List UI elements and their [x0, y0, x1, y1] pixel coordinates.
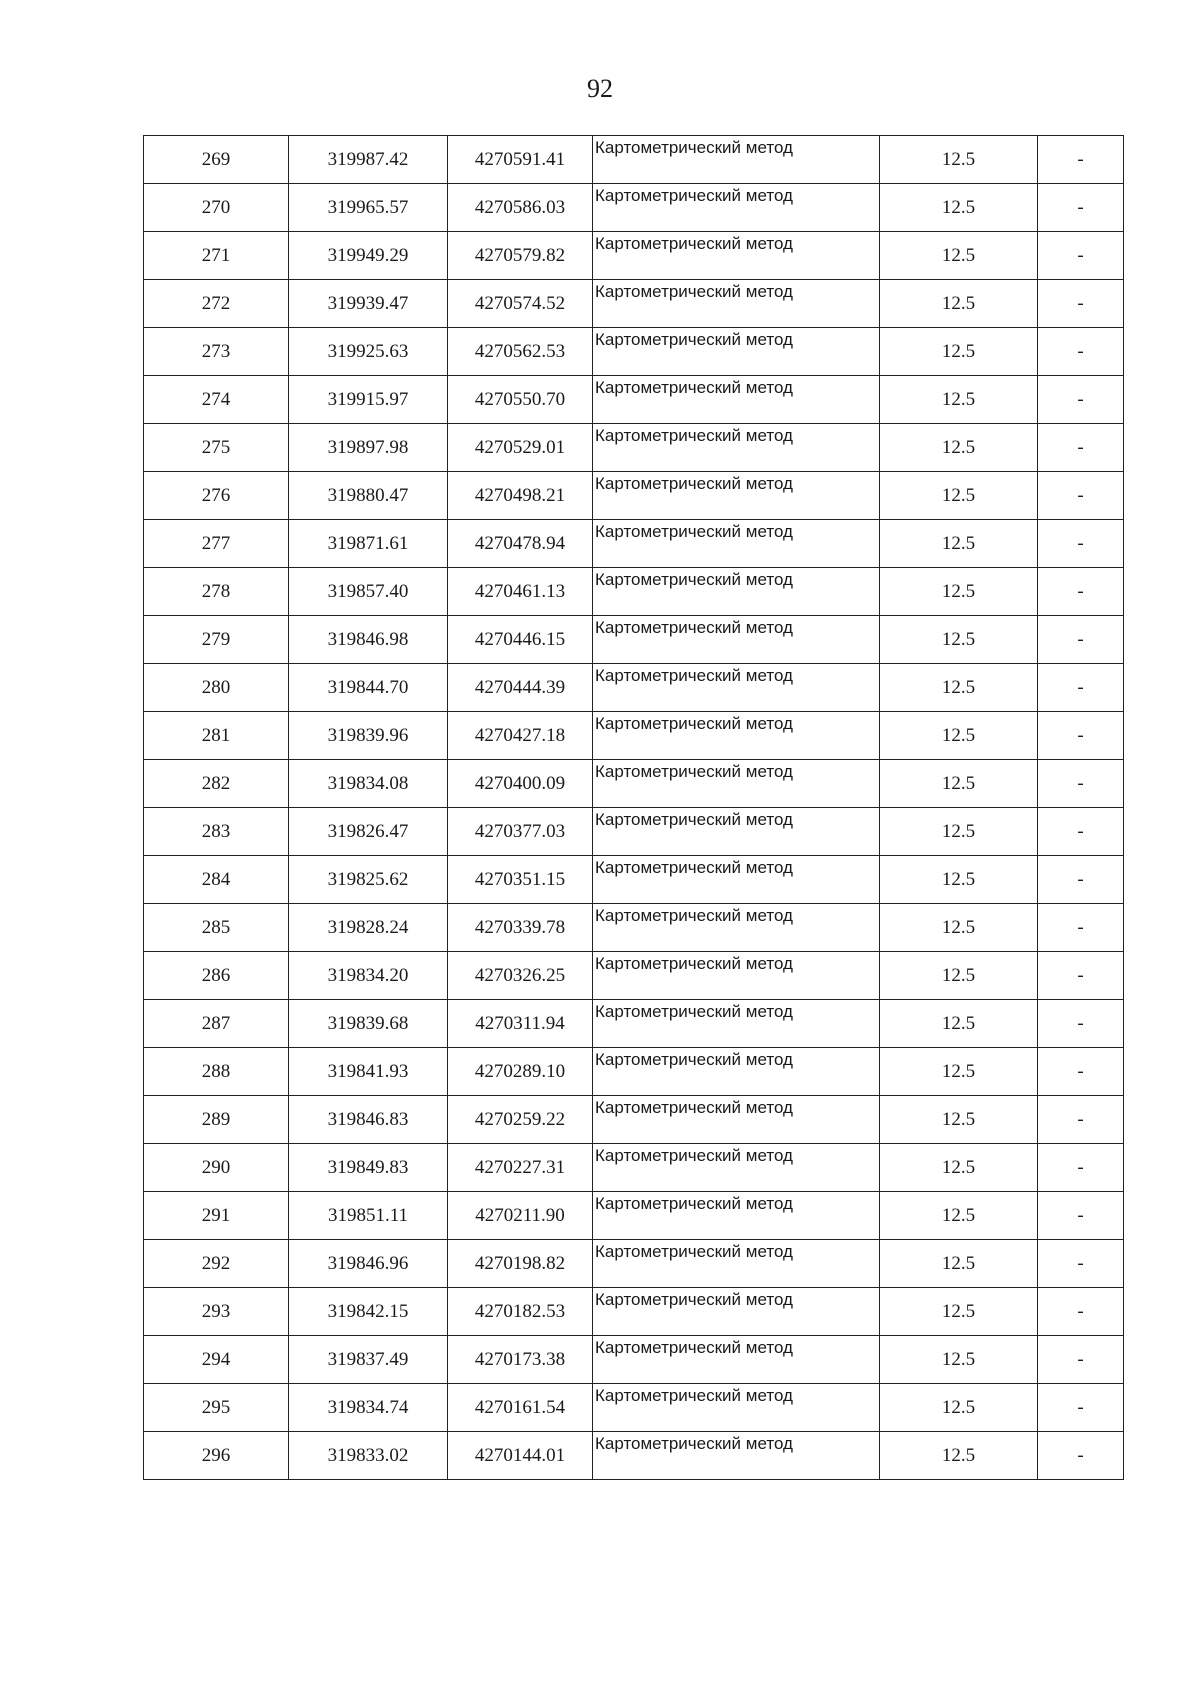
y-coordinate-cell: 4270351.15: [448, 856, 593, 904]
point-number-cell: 278: [144, 568, 289, 616]
method-cell: Картометрический метод: [593, 1096, 880, 1144]
method-cell: Картометрический метод: [593, 1384, 880, 1432]
method-cell: Картометрический метод: [593, 616, 880, 664]
table-row: [144, 184, 1124, 232]
table-row: [144, 1096, 1124, 1144]
table-row: [144, 1000, 1124, 1048]
x-coordinate-cell: 319965.57: [289, 184, 448, 232]
table-row: [144, 232, 1124, 280]
method-cell: Картометрический метод: [593, 712, 880, 760]
x-coordinate-cell: 319915.97: [289, 376, 448, 424]
method-cell: Картометрический метод: [593, 376, 880, 424]
x-coordinate-cell: 319834.20: [289, 952, 448, 1000]
note-cell: -: [1038, 1096, 1124, 1144]
x-coordinate-cell: 319851.11: [289, 1192, 448, 1240]
accuracy-cell: 12.5: [880, 472, 1038, 520]
y-coordinate-cell: 4270591.41: [448, 136, 593, 184]
note-cell: -: [1038, 760, 1124, 808]
table-row: [144, 616, 1124, 664]
table-row: [144, 1432, 1124, 1480]
note-cell: -: [1038, 1000, 1124, 1048]
point-number-cell: 289: [144, 1096, 289, 1144]
accuracy-cell: 12.5: [880, 136, 1038, 184]
x-coordinate-cell: 319880.47: [289, 472, 448, 520]
method-cell: Картометрический метод: [593, 520, 880, 568]
accuracy-cell: 12.5: [880, 424, 1038, 472]
point-number-cell: 277: [144, 520, 289, 568]
method-cell: Картометрический метод: [593, 1000, 880, 1048]
table-row: [144, 952, 1124, 1000]
table-row: [144, 760, 1124, 808]
accuracy-cell: 12.5: [880, 1144, 1038, 1192]
point-number-cell: 286: [144, 952, 289, 1000]
table-row: [144, 904, 1124, 952]
method-cell: Картометрический метод: [593, 1048, 880, 1096]
y-coordinate-cell: 4270144.01: [448, 1432, 593, 1480]
method-cell: Картометрический метод: [593, 1144, 880, 1192]
y-coordinate-cell: 4270446.15: [448, 616, 593, 664]
note-cell: -: [1038, 1288, 1124, 1336]
coordinates-table: [143, 135, 1124, 1480]
note-cell: -: [1038, 376, 1124, 424]
x-coordinate-cell: 319842.15: [289, 1288, 448, 1336]
x-coordinate-cell: 319871.61: [289, 520, 448, 568]
y-coordinate-cell: 4270259.22: [448, 1096, 593, 1144]
y-coordinate-cell: 4270529.01: [448, 424, 593, 472]
point-number-cell: 284: [144, 856, 289, 904]
note-cell: -: [1038, 808, 1124, 856]
table-row: [144, 1048, 1124, 1096]
y-coordinate-cell: 4270498.21: [448, 472, 593, 520]
accuracy-cell: 12.5: [880, 904, 1038, 952]
accuracy-cell: 12.5: [880, 328, 1038, 376]
point-number-cell: 275: [144, 424, 289, 472]
accuracy-cell: 12.5: [880, 1240, 1038, 1288]
y-coordinate-cell: 4270586.03: [448, 184, 593, 232]
y-coordinate-cell: 4270326.25: [448, 952, 593, 1000]
note-cell: -: [1038, 1144, 1124, 1192]
accuracy-cell: 12.5: [880, 664, 1038, 712]
x-coordinate-cell: 319846.83: [289, 1096, 448, 1144]
table-row: [144, 328, 1124, 376]
note-cell: -: [1038, 952, 1124, 1000]
y-coordinate-cell: 4270289.10: [448, 1048, 593, 1096]
x-coordinate-cell: 319826.47: [289, 808, 448, 856]
table-row: [144, 424, 1124, 472]
accuracy-cell: 12.5: [880, 1048, 1038, 1096]
point-number-cell: 272: [144, 280, 289, 328]
method-cell: Картометрический метод: [593, 904, 880, 952]
x-coordinate-cell: 319828.24: [289, 904, 448, 952]
note-cell: -: [1038, 1336, 1124, 1384]
y-coordinate-cell: 4270550.70: [448, 376, 593, 424]
table-row: [144, 712, 1124, 760]
accuracy-cell: 12.5: [880, 520, 1038, 568]
point-number-cell: 282: [144, 760, 289, 808]
note-cell: -: [1038, 1432, 1124, 1480]
point-number-cell: 287: [144, 1000, 289, 1048]
accuracy-cell: 12.5: [880, 568, 1038, 616]
y-coordinate-cell: 4270574.52: [448, 280, 593, 328]
accuracy-cell: 12.5: [880, 1288, 1038, 1336]
table-row: [144, 1384, 1124, 1432]
table-row: [144, 520, 1124, 568]
method-cell: Картометрический метод: [593, 1240, 880, 1288]
accuracy-cell: 12.5: [880, 1384, 1038, 1432]
point-number-cell: 281: [144, 712, 289, 760]
x-coordinate-cell: 319844.70: [289, 664, 448, 712]
y-coordinate-cell: 4270377.03: [448, 808, 593, 856]
y-coordinate-cell: 4270311.94: [448, 1000, 593, 1048]
x-coordinate-cell: 319987.42: [289, 136, 448, 184]
coordinates-table-body: [144, 136, 1124, 1480]
method-cell: Картометрический метод: [593, 232, 880, 280]
accuracy-cell: 12.5: [880, 1336, 1038, 1384]
table-row: [144, 472, 1124, 520]
x-coordinate-cell: 319857.40: [289, 568, 448, 616]
x-coordinate-cell: 319897.98: [289, 424, 448, 472]
method-cell: Картометрический метод: [593, 664, 880, 712]
point-number-cell: 285: [144, 904, 289, 952]
method-cell: Картометрический метод: [593, 952, 880, 1000]
accuracy-cell: 12.5: [880, 184, 1038, 232]
table-row: [144, 568, 1124, 616]
method-cell: Картометрический метод: [593, 856, 880, 904]
point-number-cell: 270: [144, 184, 289, 232]
y-coordinate-cell: 4270161.54: [448, 1384, 593, 1432]
table-row: [144, 376, 1124, 424]
accuracy-cell: 12.5: [880, 952, 1038, 1000]
x-coordinate-cell: 319949.29: [289, 232, 448, 280]
x-coordinate-cell: 319839.96: [289, 712, 448, 760]
y-coordinate-cell: 4270444.39: [448, 664, 593, 712]
method-cell: Картометрический метод: [593, 472, 880, 520]
table-row: [144, 1240, 1124, 1288]
accuracy-cell: 12.5: [880, 376, 1038, 424]
y-coordinate-cell: 4270198.82: [448, 1240, 593, 1288]
note-cell: -: [1038, 904, 1124, 952]
accuracy-cell: 12.5: [880, 712, 1038, 760]
x-coordinate-cell: 319834.08: [289, 760, 448, 808]
accuracy-cell: 12.5: [880, 808, 1038, 856]
accuracy-cell: 12.5: [880, 1096, 1038, 1144]
note-cell: -: [1038, 520, 1124, 568]
point-number-cell: 276: [144, 472, 289, 520]
note-cell: -: [1038, 472, 1124, 520]
y-coordinate-cell: 4270579.82: [448, 232, 593, 280]
table-row: [144, 1144, 1124, 1192]
point-number-cell: 296: [144, 1432, 289, 1480]
table-row: [144, 1336, 1124, 1384]
x-coordinate-cell: 319846.98: [289, 616, 448, 664]
note-cell: -: [1038, 1192, 1124, 1240]
method-cell: Картометрический метод: [593, 184, 880, 232]
method-cell: Картометрический метод: [593, 1288, 880, 1336]
x-coordinate-cell: 319846.96: [289, 1240, 448, 1288]
y-coordinate-cell: 4270427.18: [448, 712, 593, 760]
point-number-cell: 279: [144, 616, 289, 664]
note-cell: -: [1038, 232, 1124, 280]
x-coordinate-cell: 319839.68: [289, 1000, 448, 1048]
point-number-cell: 274: [144, 376, 289, 424]
y-coordinate-cell: 4270400.09: [448, 760, 593, 808]
accuracy-cell: 12.5: [880, 1432, 1038, 1480]
method-cell: Картометрический метод: [593, 1432, 880, 1480]
x-coordinate-cell: 319939.47: [289, 280, 448, 328]
y-coordinate-cell: 4270461.13: [448, 568, 593, 616]
note-cell: -: [1038, 1384, 1124, 1432]
x-coordinate-cell: 319825.62: [289, 856, 448, 904]
y-coordinate-cell: 4270182.53: [448, 1288, 593, 1336]
method-cell: Картометрический метод: [593, 1336, 880, 1384]
table-row: [144, 280, 1124, 328]
point-number-cell: 293: [144, 1288, 289, 1336]
point-number-cell: 269: [144, 136, 289, 184]
method-cell: Картометрический метод: [593, 1192, 880, 1240]
accuracy-cell: 12.5: [880, 856, 1038, 904]
table-row: [144, 1288, 1124, 1336]
point-number-cell: 273: [144, 328, 289, 376]
table-row: [144, 856, 1124, 904]
method-cell: Картометрический метод: [593, 328, 880, 376]
note-cell: -: [1038, 568, 1124, 616]
point-number-cell: 294: [144, 1336, 289, 1384]
table-row: [144, 1192, 1124, 1240]
point-number-cell: 283: [144, 808, 289, 856]
note-cell: -: [1038, 1240, 1124, 1288]
table-row: [144, 664, 1124, 712]
y-coordinate-cell: 4270227.31: [448, 1144, 593, 1192]
accuracy-cell: 12.5: [880, 232, 1038, 280]
table-row: [144, 136, 1124, 184]
point-number-cell: 291: [144, 1192, 289, 1240]
x-coordinate-cell: 319837.49: [289, 1336, 448, 1384]
accuracy-cell: 12.5: [880, 1192, 1038, 1240]
x-coordinate-cell: 319849.83: [289, 1144, 448, 1192]
note-cell: -: [1038, 856, 1124, 904]
note-cell: -: [1038, 184, 1124, 232]
accuracy-cell: 12.5: [880, 616, 1038, 664]
note-cell: -: [1038, 280, 1124, 328]
table-row: [144, 808, 1124, 856]
y-coordinate-cell: 4270478.94: [448, 520, 593, 568]
note-cell: -: [1038, 424, 1124, 472]
note-cell: -: [1038, 712, 1124, 760]
x-coordinate-cell: 319925.63: [289, 328, 448, 376]
accuracy-cell: 12.5: [880, 280, 1038, 328]
point-number-cell: 288: [144, 1048, 289, 1096]
point-number-cell: 290: [144, 1144, 289, 1192]
note-cell: -: [1038, 664, 1124, 712]
method-cell: Картометрический метод: [593, 424, 880, 472]
y-coordinate-cell: 4270562.53: [448, 328, 593, 376]
note-cell: -: [1038, 1048, 1124, 1096]
accuracy-cell: 12.5: [880, 760, 1038, 808]
y-coordinate-cell: 4270173.38: [448, 1336, 593, 1384]
point-number-cell: 271: [144, 232, 289, 280]
x-coordinate-cell: 319834.74: [289, 1384, 448, 1432]
method-cell: Картометрический метод: [593, 136, 880, 184]
y-coordinate-cell: 4270211.90: [448, 1192, 593, 1240]
accuracy-cell: 12.5: [880, 1000, 1038, 1048]
method-cell: Картометрический метод: [593, 568, 880, 616]
point-number-cell: 292: [144, 1240, 289, 1288]
point-number-cell: 295: [144, 1384, 289, 1432]
method-cell: Картометрический метод: [593, 808, 880, 856]
y-coordinate-cell: 4270339.78: [448, 904, 593, 952]
note-cell: -: [1038, 136, 1124, 184]
method-cell: Картометрический метод: [593, 760, 880, 808]
method-cell: Картометрический метод: [593, 280, 880, 328]
point-number-cell: 280: [144, 664, 289, 712]
page-number: 92: [587, 74, 613, 103]
x-coordinate-cell: 319833.02: [289, 1432, 448, 1480]
note-cell: -: [1038, 616, 1124, 664]
note-cell: -: [1038, 328, 1124, 376]
x-coordinate-cell: 319841.93: [289, 1048, 448, 1096]
